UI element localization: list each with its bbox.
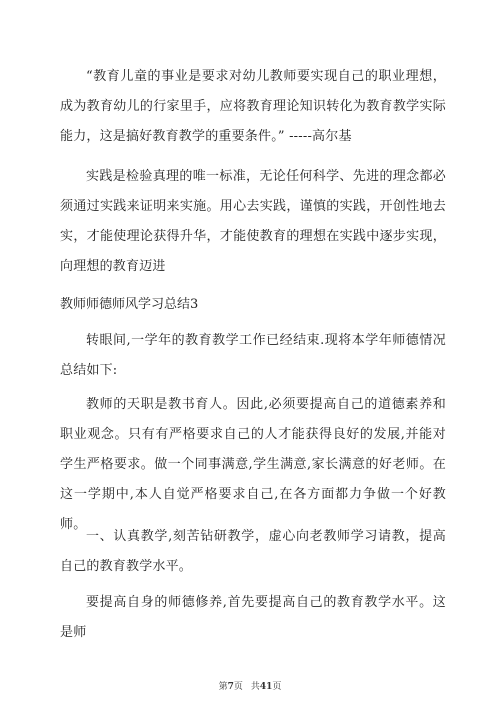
page-number: 7 [227,682,234,692]
page-prefix: 第 [218,682,228,692]
duty-paragraph: 教师的天职是教书育人。因此,必须要提高自己的道德素养和职业观念。只有有严格要求自己的人才能获得良好的发展,并能对学生严格要求。做一个同事满意,学生满意,家长满意的好老师。在这一学期中,本人自觉严格要求自己,在各方面都力争做一个好教师。 [60,397,446,532]
quote-paragraph: “教育儿童的事业是要求对幼儿教师要实现自己的职业理想，成为教育幼儿的行家里手，应将教育理论知识转化为教育教学实际能力，这是搞好教育教学的重要条件。” -----高尔基 [60,69,446,144]
page-suffix: 页 [233,682,243,692]
total-prefix: 共 [250,682,260,692]
total-pages: 41 [259,682,273,692]
page-footer [0,680,500,694]
point-one-paragraph: 一、认真教学,刻苦钻研教学，虚心向老教师学习请教，提高自己的教育教学水平。 [60,529,446,574]
intro-paragraph: 转眼间,一学年的教育教学工作已经结束.现将本学年师德情况总结如下: [60,333,446,378]
practice-paragraph: 实践是检验真理的唯一标准，无论任何科学、先进的理念都必须通过实践来证明来实施。用心去实践，谨慎的实践，开创性地去实，才能使理论获得升华，才能使教育的理想在实践中逐步实现，向理想的教育迈进 [60,169,446,274]
section-heading: 教师师德师风学习总结3 [60,297,199,312]
improve-paragraph: 要提高自身的师德修养,首先要提高自己的教育教学水平。这是师 [60,595,446,640]
total-suffix: 页 [272,682,282,692]
